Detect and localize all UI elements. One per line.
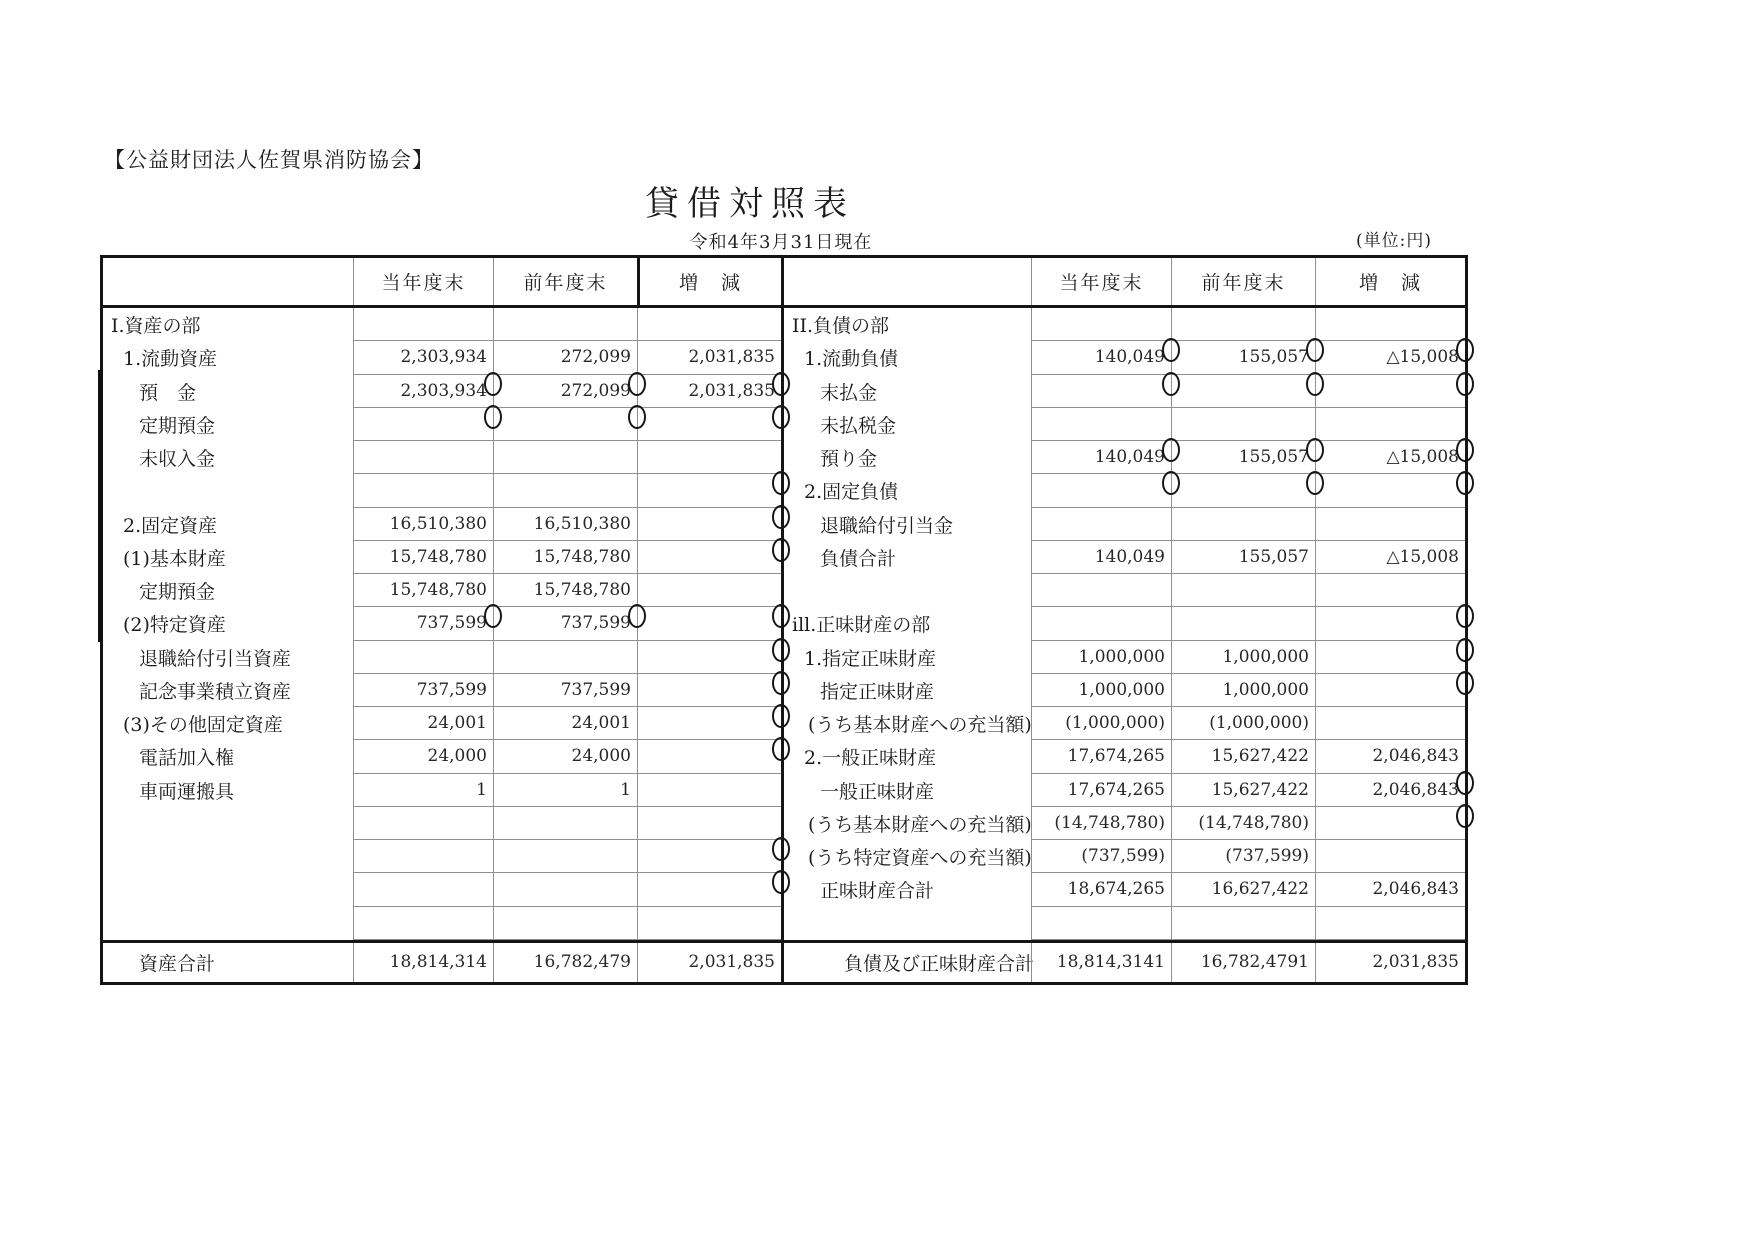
cell-left-previous	[493, 641, 637, 674]
cell-left-current	[353, 707, 493, 740]
cell-left-previous	[493, 807, 637, 840]
table-row	[103, 807, 1465, 840]
cell-left-current	[353, 474, 493, 507]
header-previous-right: 前年度末	[1171, 258, 1315, 305]
cell-left-change	[637, 341, 781, 374]
value: 17,674,265	[1067, 779, 1165, 800]
cell-left-current	[353, 740, 493, 773]
cell-left-previous	[493, 441, 637, 474]
check-mark-circle	[1456, 804, 1474, 828]
value: 16,510,380	[389, 513, 487, 534]
row-label-right: II.負債の部	[781, 308, 1031, 341]
page-title: 貸借対照表	[645, 184, 855, 224]
cell-right-current	[1031, 607, 1171, 640]
value: 1,000,000	[1078, 679, 1165, 700]
value: 24,001	[571, 713, 631, 734]
value: 155,057	[1238, 546, 1309, 567]
table-row	[103, 474, 1465, 507]
row-label-left: 定期預金	[139, 414, 216, 437]
value: 2,031,835	[1372, 952, 1459, 973]
check-mark-circle	[1306, 438, 1324, 462]
cell-left-previous	[493, 873, 637, 906]
cell-right-change	[1315, 341, 1465, 374]
check-mark-circle	[484, 372, 502, 396]
cell-left-previous	[493, 375, 637, 408]
value: (737,599)	[1225, 846, 1309, 867]
row-label-right: 一般正味財産	[781, 774, 1031, 807]
total-assets-previous	[493, 943, 637, 982]
cell-left-change	[637, 508, 781, 541]
check-mark-circle	[772, 638, 790, 662]
cell-right-previous	[1171, 740, 1315, 773]
cell-right-previous	[1171, 508, 1315, 541]
date-line: 令和4年3月31日現在	[689, 232, 873, 253]
cell-right-change	[1315, 740, 1465, 773]
value: 737,599	[560, 679, 631, 700]
cell-right-change	[1315, 375, 1465, 408]
row-label-right: 未払税金	[781, 408, 1031, 441]
total-liabilities-current	[1031, 943, 1171, 982]
cell-left-change	[637, 873, 781, 906]
value: 16,627,422	[1211, 879, 1309, 900]
value: 16,782,4791	[1200, 952, 1309, 973]
value: 2,303,934	[400, 380, 487, 401]
cell-left-current	[353, 907, 493, 940]
cell-right-current	[1031, 641, 1171, 674]
cell-left-change	[637, 641, 781, 674]
cell-right-previous	[1171, 341, 1315, 374]
total-liabilities-change	[1315, 943, 1465, 982]
cell-right-change	[1315, 508, 1465, 541]
check-mark-circle	[1456, 471, 1474, 495]
cell-left-current	[353, 508, 493, 541]
row-label-left: (1)基本財産	[123, 547, 226, 570]
row-label-left: 未収入金	[139, 448, 216, 471]
value: (1,000,000)	[1209, 713, 1309, 734]
row-label-right: 正味財産合計	[781, 873, 1031, 906]
value: 2,031,835	[688, 380, 775, 401]
table-row	[103, 641, 1465, 674]
cell-left-previous	[493, 508, 637, 541]
cell-right-previous	[1171, 441, 1315, 474]
cell-left-previous	[493, 474, 637, 507]
value: 15,627,422	[1211, 746, 1309, 767]
cell-right-current	[1031, 907, 1171, 940]
cell-right-previous	[1171, 707, 1315, 740]
cell-left-current	[353, 774, 493, 807]
value: 24,000	[571, 746, 631, 767]
row-label-right: 1.指定正味財産	[781, 641, 1031, 674]
unit-label: (単位:円)	[1356, 231, 1432, 251]
value: 18,674,265	[1067, 879, 1165, 900]
value: 17,674,265	[1067, 746, 1165, 767]
total-label-assets: 資産合計	[139, 952, 216, 975]
cell-right-change	[1315, 707, 1465, 740]
row-label-left: 電話加入権	[139, 747, 235, 770]
row-label-right	[781, 907, 1031, 940]
cell-right-change	[1315, 807, 1465, 840]
value: 140,049	[1094, 347, 1165, 368]
cell-left-change	[637, 840, 781, 873]
cell-right-previous	[1171, 541, 1315, 574]
row-label-left: (3)その他固定資産	[123, 714, 283, 737]
value: 1	[620, 779, 631, 800]
row-label-right: 末払金	[781, 375, 1031, 408]
cell-left-change	[637, 674, 781, 707]
table-row	[103, 607, 1465, 640]
table-row	[103, 774, 1465, 807]
cell-right-change	[1315, 474, 1465, 507]
table-row	[103, 341, 1465, 374]
table-row	[103, 508, 1465, 541]
value: 15,748,780	[389, 580, 487, 601]
cell-left-current	[353, 641, 493, 674]
check-mark-circle	[1162, 372, 1180, 396]
total-label-liabilities-net: 負債及び正味財産合計	[781, 943, 1031, 982]
value: 272,099	[560, 380, 631, 401]
cell-left-current	[353, 674, 493, 707]
table-row	[103, 740, 1465, 773]
cell-left-previous	[493, 907, 637, 940]
row-label-left: 預 金	[139, 381, 197, 404]
check-mark-circle	[772, 505, 790, 529]
value: 15,748,780	[389, 546, 487, 567]
table-total-row	[103, 940, 1465, 982]
cell-left-change	[637, 375, 781, 408]
cell-right-previous	[1171, 641, 1315, 674]
cell-left-change	[637, 308, 781, 341]
value: (737,599)	[1081, 846, 1165, 867]
table-row	[103, 907, 1465, 940]
cell-right-current	[1031, 840, 1171, 873]
cell-right-current	[1031, 441, 1171, 474]
cell-right-current	[1031, 508, 1171, 541]
cell-right-current	[1031, 707, 1171, 740]
cell-right-previous	[1171, 375, 1315, 408]
value: 16,510,380	[533, 513, 631, 534]
value: 1,000,000	[1078, 646, 1165, 667]
row-label-right	[781, 574, 1031, 607]
cell-right-change	[1315, 873, 1465, 906]
cell-right-current	[1031, 774, 1171, 807]
value: (14,748,780)	[1054, 812, 1165, 833]
cell-right-previous	[1171, 840, 1315, 873]
check-mark-circle	[628, 372, 646, 396]
value: 2,046,843	[1372, 746, 1459, 767]
row-label-left: 定期預金	[139, 581, 216, 604]
cell-right-change	[1315, 674, 1465, 707]
cell-right-previous	[1171, 607, 1315, 640]
value: 24,000	[427, 746, 487, 767]
header-current-right: 当年度末	[1031, 258, 1171, 305]
check-mark-circle	[772, 837, 790, 861]
cell-right-change	[1315, 840, 1465, 873]
value: 272,099	[560, 347, 631, 368]
value: 2,031,835	[688, 952, 775, 973]
cell-right-previous	[1171, 807, 1315, 840]
cell-left-change	[637, 541, 781, 574]
cell-left-previous	[493, 607, 637, 640]
cell-right-current	[1031, 341, 1171, 374]
table-row	[103, 441, 1465, 474]
row-label-left	[103, 840, 353, 873]
table-header-row	[103, 258, 1465, 308]
value: 15,748,780	[533, 546, 631, 567]
table-row	[103, 408, 1465, 441]
row-label-right: (うち基本財産への充当額)	[781, 807, 1031, 840]
cell-right-previous	[1171, 873, 1315, 906]
value: 2,046,843	[1372, 879, 1459, 900]
table-row	[103, 375, 1465, 408]
value: (14,748,780)	[1198, 812, 1309, 833]
row-label-left	[103, 474, 353, 507]
cell-right-current	[1031, 308, 1171, 341]
cell-right-previous	[1171, 907, 1315, 940]
cell-left-previous	[493, 341, 637, 374]
row-label-left: 車両運搬具	[139, 780, 235, 803]
value: 18,814,314	[389, 952, 487, 973]
row-label-left	[103, 873, 353, 906]
header-previous-left: 前年度末	[493, 258, 637, 305]
check-mark-circle	[1456, 438, 1474, 462]
header-change-left: 増 減	[637, 258, 781, 305]
cell-right-current	[1031, 541, 1171, 574]
check-mark-circle	[484, 405, 502, 429]
value: 15,627,422	[1211, 779, 1309, 800]
cell-right-change	[1315, 607, 1465, 640]
cell-right-previous	[1171, 674, 1315, 707]
table-row	[103, 308, 1465, 341]
cell-right-previous	[1171, 574, 1315, 607]
row-label-right: (うち特定資産への充当額)	[781, 840, 1031, 873]
cell-left-current	[353, 541, 493, 574]
row-label-left: (2)特定資産	[123, 614, 226, 637]
cell-left-current	[353, 408, 493, 441]
table-row	[103, 674, 1465, 707]
check-mark-circle	[1162, 438, 1180, 462]
total-liabilities-previous	[1171, 943, 1315, 982]
cell-right-current	[1031, 574, 1171, 607]
cell-left-current	[353, 308, 493, 341]
row-label-left	[103, 907, 353, 940]
row-label-left: 退職給付引当資産	[139, 647, 292, 670]
cell-left-previous	[493, 408, 637, 441]
cell-left-previous	[493, 574, 637, 607]
cell-right-current	[1031, 474, 1171, 507]
table-row	[103, 707, 1465, 740]
row-label-left: 1.流動資産	[123, 348, 218, 371]
cell-right-change	[1315, 774, 1465, 807]
cell-left-change	[637, 807, 781, 840]
value: △15,008	[1386, 546, 1459, 567]
cell-right-previous	[1171, 408, 1315, 441]
cell-right-current	[1031, 674, 1171, 707]
cell-right-change	[1315, 907, 1465, 940]
row-label-left: 2.固定資産	[123, 514, 218, 537]
cell-left-current	[353, 574, 493, 607]
cell-left-current	[353, 441, 493, 474]
row-label-right: ill.正味財産の部	[781, 607, 1031, 640]
total-assets-change	[637, 943, 781, 982]
row-label-right: 預り金	[781, 441, 1031, 474]
cell-right-current	[1031, 807, 1171, 840]
cell-right-current	[1031, 740, 1171, 773]
table-body	[103, 308, 1465, 940]
value: 1,000,000	[1222, 679, 1309, 700]
value: 737,599	[416, 613, 487, 634]
value: 15,748,780	[533, 580, 631, 601]
check-mark-circle	[772, 538, 790, 562]
check-mark-circle	[628, 405, 646, 429]
cell-left-current	[353, 873, 493, 906]
cell-left-previous	[493, 774, 637, 807]
row-label-right: 2.一般正味財産	[781, 740, 1031, 773]
value: 737,599	[560, 613, 631, 634]
cell-left-previous	[493, 740, 637, 773]
cell-left-current	[353, 607, 493, 640]
value: 155,057	[1238, 347, 1309, 368]
row-label-right: 1.流動負債	[781, 341, 1031, 374]
balance-sheet-table	[100, 255, 1468, 985]
row-label-left	[103, 807, 353, 840]
cell-left-change	[637, 408, 781, 441]
check-mark-circle	[772, 671, 790, 695]
value: 18,814,3141	[1056, 952, 1165, 973]
check-mark-circle	[1306, 372, 1324, 396]
cell-left-change	[637, 607, 781, 640]
row-label-right: (うち基本財産への充当額)	[781, 707, 1031, 740]
cell-right-current	[1031, 873, 1171, 906]
value: 1,000,000	[1222, 646, 1309, 667]
value: 1	[476, 779, 487, 800]
cell-left-change	[637, 907, 781, 940]
cell-right-current	[1031, 408, 1171, 441]
cell-right-change	[1315, 441, 1465, 474]
value: (1,000,000)	[1065, 713, 1165, 734]
header-change-right: 増 減	[1315, 258, 1465, 305]
cell-left-previous	[493, 707, 637, 740]
check-mark-circle	[772, 704, 790, 728]
value: △15,008	[1386, 347, 1459, 368]
check-mark-circle	[1456, 604, 1474, 628]
cell-left-current	[353, 807, 493, 840]
value: 140,049	[1094, 447, 1165, 468]
value: △15,008	[1386, 447, 1459, 468]
cell-left-current	[353, 341, 493, 374]
cell-left-previous	[493, 674, 637, 707]
cell-right-change	[1315, 574, 1465, 607]
cell-right-change	[1315, 408, 1465, 441]
cell-left-previous	[493, 308, 637, 341]
cell-left-change	[637, 441, 781, 474]
cell-right-change	[1315, 641, 1465, 674]
table-row	[103, 574, 1465, 607]
cell-left-previous	[493, 840, 637, 873]
header-current-left: 当年度末	[353, 258, 493, 305]
cell-right-previous	[1171, 308, 1315, 341]
value: 2,031,835	[688, 347, 775, 368]
check-mark-circle	[1456, 671, 1474, 695]
value: 140,049	[1094, 546, 1165, 567]
value: 737,599	[416, 679, 487, 700]
cell-right-previous	[1171, 774, 1315, 807]
cell-right-change	[1315, 308, 1465, 341]
value: 155,057	[1238, 447, 1309, 468]
row-label-left: I.資産の部	[111, 315, 201, 338]
header-blank-right	[781, 258, 1031, 305]
row-label-right: 負債合計	[781, 541, 1031, 574]
cell-left-current	[353, 840, 493, 873]
header-blank-left	[103, 258, 353, 305]
value: 2,303,934	[400, 347, 487, 368]
total-assets-current	[353, 943, 493, 982]
cell-left-change	[637, 774, 781, 807]
cell-right-current	[1031, 375, 1171, 408]
value: 16,782,479	[533, 952, 631, 973]
cell-left-change	[637, 740, 781, 773]
cell-left-change	[637, 574, 781, 607]
row-label-left: 記念事業積立資産	[139, 680, 292, 703]
table-row	[103, 840, 1465, 873]
value: 24,001	[427, 713, 487, 734]
organization-name: 【公益財団法人佐賀県消防協会】	[104, 148, 434, 172]
check-mark-circle	[772, 405, 790, 429]
check-mark-circle	[1456, 338, 1474, 362]
row-label-right: 指定正味財産	[781, 674, 1031, 707]
cell-left-change	[637, 474, 781, 507]
cell-right-previous	[1171, 474, 1315, 507]
cell-left-current	[353, 375, 493, 408]
check-mark-circle	[1456, 638, 1474, 662]
cell-left-previous	[493, 541, 637, 574]
row-label-right: 2.固定負債	[781, 474, 1031, 507]
check-mark-circle	[1456, 771, 1474, 795]
cell-left-change	[637, 707, 781, 740]
row-label-right: 退職給付引当金	[781, 508, 1031, 541]
check-mark-circle	[772, 372, 790, 396]
table-row	[103, 873, 1465, 906]
check-mark-circle	[1456, 372, 1474, 396]
value: 2,046,843	[1372, 779, 1459, 800]
table-row	[103, 541, 1465, 574]
cell-right-change	[1315, 541, 1465, 574]
